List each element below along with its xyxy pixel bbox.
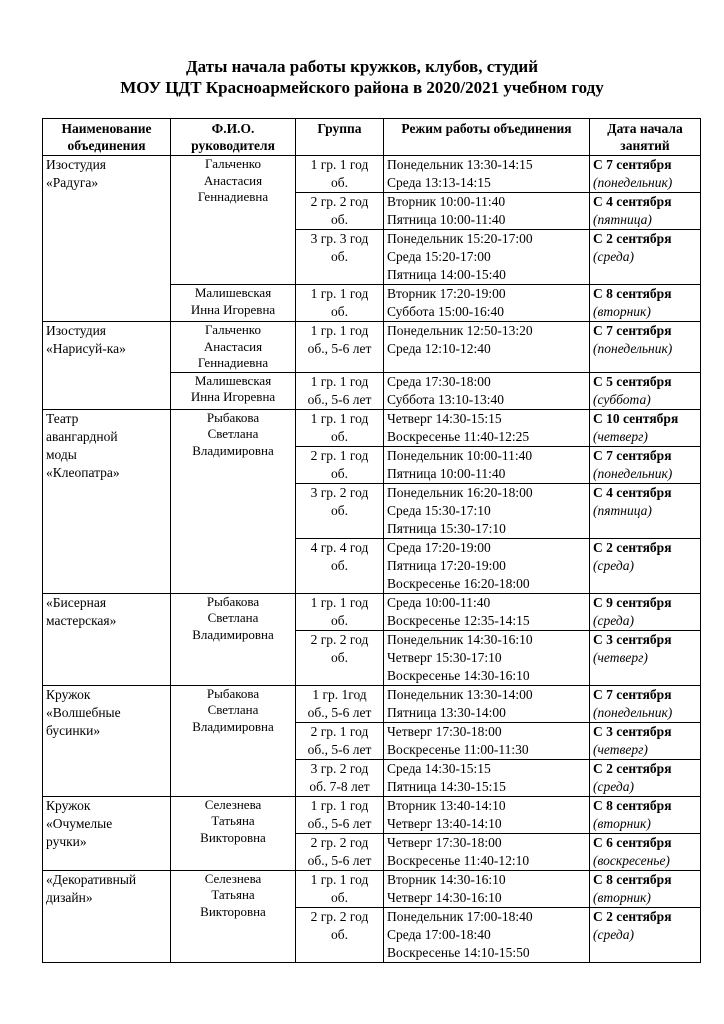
schedule-line: Четверг 14:30-15:15 bbox=[387, 410, 502, 426]
start-weekday: (среда) bbox=[593, 612, 634, 628]
schedule-cell bbox=[384, 833, 590, 870]
schedule-line: Понедельник 12:50-13:20 bbox=[387, 323, 533, 338]
schedule-line: Понедельник 15:20-17:00 bbox=[387, 231, 533, 246]
header-name: Наименование объединения bbox=[43, 119, 171, 156]
group-line: 1 гр. 1 год bbox=[310, 157, 369, 172]
schedule-line: Пятница 14:30-15:15 bbox=[387, 778, 506, 794]
schedule-cell bbox=[384, 230, 590, 285]
start-date: С 4 сентября bbox=[593, 194, 672, 209]
schedule-line: Четверг 17:30-18:00 bbox=[387, 723, 502, 739]
leader-name-line: Гальченко bbox=[205, 322, 261, 337]
leader-name-line: Гальченко bbox=[205, 156, 261, 171]
start-weekday: (пятница) bbox=[593, 212, 652, 227]
schedule-line: Пятница 15:30-17:10 bbox=[387, 520, 506, 536]
association-name-line: «Бисерная bbox=[46, 594, 107, 610]
schedule-line: Пятница 13:30-14:00 bbox=[387, 704, 506, 720]
start-date-cell bbox=[590, 722, 701, 759]
schedule-cell bbox=[384, 446, 590, 483]
schedule-line: Воскресенье 11:00-11:30 bbox=[387, 741, 529, 757]
schedule-cell bbox=[384, 870, 590, 907]
table-body bbox=[43, 156, 701, 963]
table-row bbox=[43, 870, 701, 907]
leader-name-line: Владимировна bbox=[192, 626, 274, 642]
start-date-cell bbox=[590, 156, 701, 193]
group-line: 3 гр. 2 год bbox=[310, 484, 369, 500]
table-header-row bbox=[43, 119, 701, 156]
group-line: об. bbox=[331, 304, 348, 319]
schedule-line: Вторник 14:30-16:10 bbox=[387, 871, 506, 887]
leader-cell bbox=[171, 322, 296, 373]
table-row bbox=[43, 685, 701, 722]
table-row bbox=[43, 322, 701, 373]
leader-name-line: Татьяна bbox=[211, 813, 255, 828]
schedule-cell bbox=[384, 322, 590, 373]
schedule-line: Понедельник 14:30-16:10 bbox=[387, 631, 533, 647]
association-name-cell bbox=[43, 156, 171, 322]
leader-name-line: Малишевская bbox=[194, 372, 272, 388]
schedule-cell bbox=[384, 538, 590, 593]
group-cell bbox=[296, 230, 384, 285]
group-line: об., 5-6 лет bbox=[307, 741, 372, 757]
group-line: 2 гр. 2 год bbox=[310, 834, 369, 850]
leader-cell bbox=[171, 593, 296, 685]
group-line: 4 гр. 4 год bbox=[310, 539, 369, 555]
start-date-cell bbox=[590, 593, 701, 630]
start-weekday: (среда) bbox=[593, 926, 634, 942]
group-line: 1 гр. 1 год bbox=[310, 594, 369, 610]
group-line: об. bbox=[331, 926, 348, 942]
group-line: об. bbox=[331, 889, 348, 905]
leader-name-line: Геннадиевна bbox=[197, 355, 269, 370]
leader-name-line: Малишевская bbox=[194, 285, 272, 300]
association-name-line: дизайн» bbox=[46, 889, 93, 905]
start-date: С 6 сентября bbox=[593, 834, 672, 850]
group-line: 1 гр. 1год bbox=[312, 686, 367, 702]
start-weekday: (среда) bbox=[593, 778, 634, 794]
association-name-line: авангардной bbox=[46, 428, 118, 444]
start-date: С 4 сентября bbox=[593, 484, 672, 500]
leader-name-line: Инна Игоревна bbox=[190, 389, 276, 404]
start-date-cell bbox=[590, 285, 701, 322]
header-leader: Ф.И.О. руководителя bbox=[171, 119, 296, 156]
association-name-line: Кружок bbox=[46, 797, 91, 813]
association-name-line: Изостудия bbox=[46, 157, 107, 172]
schedule-cell bbox=[384, 285, 590, 322]
group-line: об. bbox=[331, 212, 348, 227]
group-line: об., 5-6 лет bbox=[307, 815, 372, 831]
association-name-line: ручки» bbox=[46, 833, 87, 849]
group-line: об. bbox=[331, 649, 348, 665]
page-title bbox=[0, 56, 724, 98]
association-name-line: «Радуга» bbox=[46, 175, 99, 190]
start-date-cell bbox=[590, 538, 701, 593]
schedule-cell bbox=[384, 722, 590, 759]
schedule-line: Понедельник 13:30-14:15 bbox=[387, 157, 533, 172]
table-row bbox=[43, 593, 701, 630]
schedule-line: Воскресенье 14:30-16:10 bbox=[387, 667, 530, 683]
schedule-line: Воскресенье 16:20-18:00 bbox=[387, 575, 530, 591]
group-cell bbox=[296, 446, 384, 483]
start-weekday: (четверг) bbox=[593, 649, 648, 665]
group-cell bbox=[296, 722, 384, 759]
leader-name-line: Светлана bbox=[207, 610, 259, 625]
leader-cell bbox=[171, 870, 296, 962]
group-cell bbox=[296, 759, 384, 796]
group-line: об., 5-6 лет bbox=[307, 704, 372, 720]
start-date: С 8 сентября bbox=[593, 871, 672, 887]
start-weekday: (вторник) bbox=[593, 815, 651, 831]
association-name-cell bbox=[43, 322, 171, 410]
group-line: 3 гр. 2 год bbox=[310, 760, 369, 776]
start-date: С 7 сентября bbox=[593, 323, 672, 338]
start-date: С 7 сентября bbox=[593, 157, 672, 172]
group-cell bbox=[296, 630, 384, 685]
table-row bbox=[43, 409, 701, 446]
schedule-line: Вторник 13:40-14:10 bbox=[387, 797, 506, 813]
start-weekday: (суббота) bbox=[593, 391, 651, 407]
leader-name-line: Светлана bbox=[207, 426, 259, 441]
group-cell bbox=[296, 409, 384, 446]
group-cell bbox=[296, 322, 384, 373]
schedule-cell bbox=[384, 796, 590, 833]
association-name-line: «Клеопатра» bbox=[46, 464, 120, 480]
group-cell bbox=[296, 685, 384, 722]
start-date-cell bbox=[590, 759, 701, 796]
group-line: 2 гр. 1 год bbox=[310, 723, 369, 739]
schedule-line: Воскресенье 14:10-15:50 bbox=[387, 944, 530, 960]
title-line-1: Даты начала работы кружков, клубов, студий bbox=[185, 57, 539, 76]
leader-name-line: Анастасия bbox=[203, 338, 263, 354]
start-date-cell bbox=[590, 193, 701, 230]
leader-name-line: Рыбакова bbox=[206, 593, 260, 609]
start-date: С 2 сентября bbox=[593, 908, 672, 924]
schedule-cell bbox=[384, 483, 590, 538]
schedule-line: Воскресенье 11:40-12:25 bbox=[387, 428, 530, 444]
schedule-cell bbox=[384, 372, 590, 409]
start-date: С 7 сентября bbox=[593, 686, 672, 702]
start-date-cell bbox=[590, 409, 701, 446]
schedule-line: Понедельник 13:30-14:00 bbox=[387, 686, 533, 702]
start-date: С 9 сентября bbox=[593, 594, 672, 610]
start-weekday: (вторник) bbox=[593, 889, 651, 905]
leader-name-line: Селезнева bbox=[204, 870, 262, 886]
schedule-cell bbox=[384, 630, 590, 685]
schedule-line: Среда 17:00-18:40 bbox=[387, 926, 491, 942]
group-cell bbox=[296, 538, 384, 593]
start-weekday: (воскресенье) bbox=[593, 852, 670, 868]
start-date-cell bbox=[590, 833, 701, 870]
association-name-cell bbox=[43, 796, 171, 870]
start-date-cell bbox=[590, 796, 701, 833]
group-line: об. bbox=[331, 428, 348, 444]
schedule-line: Четверг 15:30-17:10 bbox=[387, 649, 502, 665]
start-weekday: (понедельник) bbox=[593, 341, 673, 356]
schedule-cell bbox=[384, 907, 590, 962]
leader-cell bbox=[171, 156, 296, 285]
association-name-line: «Очумелые bbox=[46, 815, 113, 831]
group-line: об. bbox=[331, 175, 348, 190]
group-line: об. bbox=[331, 502, 348, 518]
leader-cell bbox=[171, 409, 296, 593]
start-date: С 10 сентября bbox=[593, 410, 679, 426]
association-name-line: «Нарисуй-ка» bbox=[46, 341, 126, 356]
leader-cell bbox=[171, 285, 296, 322]
association-name-line: бусинки» bbox=[46, 722, 101, 738]
table-row bbox=[43, 156, 701, 193]
leader-name-line: Викторовна bbox=[200, 903, 266, 919]
schedule-line: Среда 13:13-14:15 bbox=[387, 175, 491, 190]
group-line: 2 гр. 2 год bbox=[310, 908, 369, 924]
group-line: 1 гр. 1 год bbox=[310, 373, 369, 389]
header-group: Группа bbox=[296, 119, 384, 156]
group-line: 2 гр. 2 год bbox=[310, 194, 369, 209]
start-date: С 8 сентября bbox=[593, 797, 672, 813]
schedule-line: Среда 15:20-17:00 bbox=[387, 249, 491, 264]
start-weekday: (четверг) bbox=[593, 428, 648, 444]
schedule-line: Четверг 13:40-14:10 bbox=[387, 815, 502, 831]
association-name-cell bbox=[43, 685, 171, 796]
leader-cell bbox=[171, 372, 296, 409]
schedule-line: Пятница 10:00-11:40 bbox=[387, 465, 506, 481]
group-line: об., 5-6 лет bbox=[307, 391, 372, 407]
start-weekday: (понедельник) bbox=[593, 704, 673, 720]
header-date: Дата начала занятий bbox=[590, 119, 701, 156]
group-cell bbox=[296, 156, 384, 193]
start-date: С 7 сентября bbox=[593, 447, 672, 463]
group-line: 1 гр. 1 год bbox=[310, 286, 369, 301]
group-line: 2 гр. 2 год bbox=[310, 631, 369, 647]
leader-name-line: Селезнева bbox=[204, 796, 262, 812]
leader-cell bbox=[171, 685, 296, 796]
group-cell bbox=[296, 285, 384, 322]
group-line: об., 5-6 лет bbox=[307, 852, 372, 868]
schedule-line: Среда 10:00-11:40 bbox=[387, 594, 491, 610]
schedule-cell bbox=[384, 759, 590, 796]
schedule-line: Пятница 17:20-19:00 bbox=[387, 557, 506, 573]
start-date: С 5 сентября bbox=[593, 373, 672, 389]
leader-name-line: Владимировна bbox=[192, 718, 274, 734]
group-line: 1 гр. 1 год bbox=[310, 797, 369, 813]
start-date-cell bbox=[590, 630, 701, 685]
leader-cell bbox=[171, 796, 296, 870]
start-date: С 8 сентября bbox=[593, 286, 672, 301]
schedule-line: Пятница 14:00-15:40 bbox=[387, 267, 506, 282]
start-date: С 3 сентября bbox=[593, 723, 672, 739]
group-line: об. 7-8 лет bbox=[309, 778, 370, 794]
leader-name-line: Татьяна bbox=[211, 887, 255, 902]
association-name-line: «Декоративный bbox=[46, 871, 137, 887]
start-date-cell bbox=[590, 870, 701, 907]
start-date: С 3 сентября bbox=[593, 631, 672, 647]
start-weekday: (вторник) bbox=[593, 304, 651, 319]
group-cell bbox=[296, 372, 384, 409]
start-weekday: (пятница) bbox=[593, 502, 652, 518]
schedule-line: Четверг 17:30-18:00 bbox=[387, 834, 502, 850]
group-line: 3 гр. 3 год bbox=[310, 231, 369, 246]
schedule-line: Суббота 15:00-16:40 bbox=[387, 304, 504, 319]
start-weekday: (среда) bbox=[593, 249, 634, 264]
start-date-cell bbox=[590, 446, 701, 483]
leader-name-line: Владимировна bbox=[192, 442, 274, 458]
group-line: об. bbox=[331, 465, 348, 481]
group-line: об. bbox=[331, 557, 348, 573]
group-cell bbox=[296, 193, 384, 230]
start-date-cell bbox=[590, 372, 701, 409]
association-name-line: моды bbox=[46, 446, 77, 462]
start-weekday: (среда) bbox=[593, 557, 634, 573]
schedule-line: Среда 12:10-12:40 bbox=[387, 341, 491, 356]
start-date-cell bbox=[590, 685, 701, 722]
schedule-line: Среда 15:30-17:10 bbox=[387, 502, 491, 518]
group-line: 1 гр. 1 год bbox=[310, 323, 369, 338]
leader-name-line: Инна Игоревна bbox=[190, 301, 276, 317]
association-name-line: Изостудия bbox=[46, 323, 107, 338]
schedule-line: Пятница 10:00-11:40 bbox=[387, 212, 506, 227]
group-cell bbox=[296, 593, 384, 630]
schedule-line: Вторник 10:00-11:40 bbox=[387, 194, 506, 209]
schedule-line: Среда 14:30-15:15 bbox=[387, 760, 491, 776]
association-name-cell bbox=[43, 593, 171, 685]
association-name-line: Театр bbox=[46, 410, 79, 426]
title-line-2: МОУ ЦДТ Красноармейского района в 2020/2021 учебном году bbox=[120, 78, 604, 97]
leader-name-line: Геннадиевна bbox=[197, 189, 269, 204]
association-name-cell bbox=[43, 409, 171, 593]
leader-name-line: Рыбакова bbox=[206, 409, 260, 425]
group-line: 1 гр. 1 год bbox=[310, 871, 369, 887]
schedule-cell bbox=[384, 593, 590, 630]
schedule-cell bbox=[384, 685, 590, 722]
schedule-line: Понедельник 16:20-18:00 bbox=[387, 484, 533, 500]
schedule-line: Понедельник 10:00-11:40 bbox=[387, 447, 533, 463]
schedule-line: Среда 17:20-19:00 bbox=[387, 539, 491, 555]
schedule-cell bbox=[384, 409, 590, 446]
start-date-cell bbox=[590, 322, 701, 373]
association-name-cell bbox=[43, 870, 171, 962]
start-date: С 2 сентября bbox=[593, 231, 672, 246]
group-line: об. bbox=[331, 612, 348, 628]
group-cell bbox=[296, 833, 384, 870]
leader-name-line: Светлана bbox=[207, 702, 259, 717]
group-line: об., 5-6 лет bbox=[307, 341, 372, 356]
start-weekday: (понедельник) bbox=[593, 175, 673, 190]
association-name-line: мастерская» bbox=[46, 612, 117, 628]
group-line: 1 гр. 1 год bbox=[310, 410, 369, 426]
start-date: С 2 сентября bbox=[593, 760, 672, 776]
group-line: об. bbox=[331, 249, 348, 264]
start-date-cell bbox=[590, 483, 701, 538]
group-cell bbox=[296, 483, 384, 538]
schedule-line: Вторник 17:20-19:00 bbox=[387, 286, 506, 301]
start-date-cell bbox=[590, 907, 701, 962]
start-date-cell bbox=[590, 230, 701, 285]
header-mode: Режим работы объединения bbox=[384, 119, 590, 156]
start-date: С 2 сентября bbox=[593, 539, 672, 555]
group-cell bbox=[296, 870, 384, 907]
schedule-cell bbox=[384, 193, 590, 230]
table-row bbox=[43, 796, 701, 833]
schedule-line: Среда 17:30-18:00 bbox=[387, 373, 491, 389]
leader-name-line: Викторовна bbox=[200, 829, 266, 845]
schedule-line: Воскресенье 11:40-12:10 bbox=[387, 852, 530, 868]
group-cell bbox=[296, 796, 384, 833]
schedule-line: Четверг 14:30-16:10 bbox=[387, 889, 502, 905]
start-weekday: (четверг) bbox=[593, 741, 648, 757]
leader-name-line: Рыбакова bbox=[206, 685, 260, 701]
schedule-table bbox=[42, 118, 701, 963]
group-line: 2 гр. 1 год bbox=[310, 447, 369, 463]
association-name-line: Кружок bbox=[46, 686, 91, 702]
association-name-line: «Волшебные bbox=[46, 704, 121, 720]
group-cell bbox=[296, 907, 384, 962]
schedule-line: Воскресенье 12:35-14:15 bbox=[387, 612, 530, 628]
leader-name-line: Анастасия bbox=[203, 172, 263, 188]
schedule-line: Суббота 13:10-13:40 bbox=[387, 391, 504, 407]
schedule-cell bbox=[384, 156, 590, 193]
schedule-line: Понедельник 17:00-18:40 bbox=[387, 908, 533, 924]
start-weekday: (понедельник) bbox=[593, 465, 673, 481]
